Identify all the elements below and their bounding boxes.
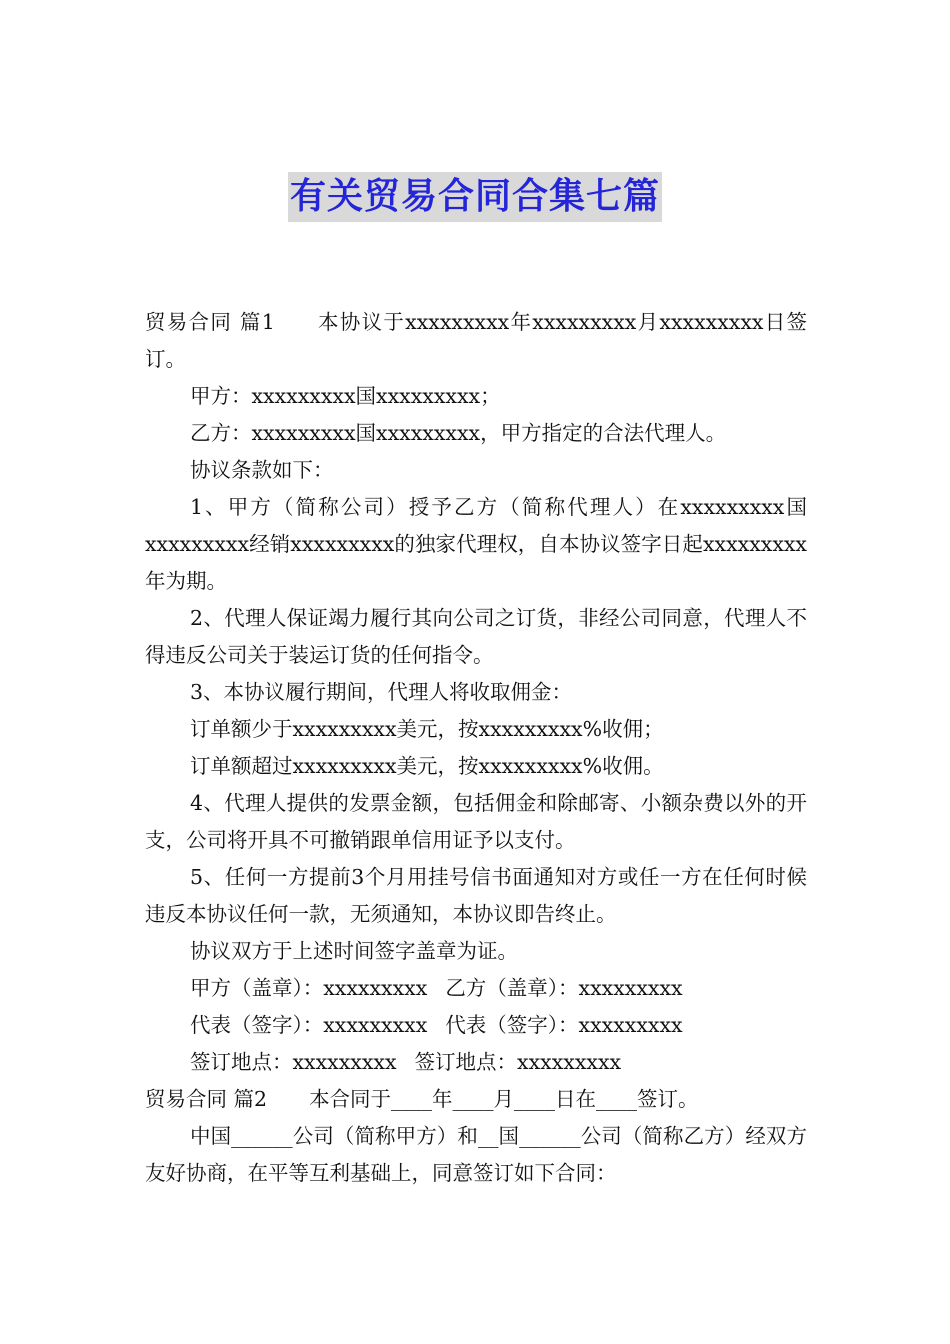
paragraph-6: 2、代理人保证竭力履行其向公司之订货，非经公司同意，代理人不得违反公司关于装运订货的任何指令。 (145, 606, 807, 667)
paragraph-16 (145, 1081, 807, 1118)
paragraph-8: 订单额少于xxxxxxxxx美元，按xxxxxxxxx%收佣； (190, 717, 664, 741)
party-a-location: 签订地点：xxxxxxxxx (190, 1050, 397, 1074)
party-a-seal: 甲方（盖章）：xxxxxxxxx (190, 976, 428, 1000)
party-b-seal: 乙方（盖章）：xxxxxxxxx (445, 976, 683, 1000)
party-a-representative: 代表（签字）：xxxxxxxxx (190, 1013, 428, 1037)
paragraph-4: 协议条款如下： (190, 458, 334, 482)
section-heading-2: 贸易合同 篇2 (145, 1087, 268, 1111)
section-heading-1: 贸易合同 篇1 (145, 310, 275, 334)
paragraph-9: 订单额超过xxxxxxxxx美元，按xxxxxxxxx%收佣。 (190, 754, 664, 778)
paragraph-17: 中国______公司（简称甲方）和__国______公司（简称乙方）经双方友好协商，在平等互利基础上，同意签订如下合同： (145, 1124, 807, 1185)
paragraph-10: 4、代理人提供的发票金额，包括佣金和除邮寄、小额杂费以外的开支，公司将开具不可撤销跟单信用证予以支付。 (145, 791, 807, 852)
paragraph-12: 协议双方于上述时间签字盖章为证。 (190, 939, 518, 963)
document-title: 有关贸易合同合集七篇 (288, 172, 662, 222)
party-b-representative: 代表（签字）：xxxxxxxxx (445, 1013, 683, 1037)
paragraph-2: 甲方：xxxxxxxxx国xxxxxxxxx； (190, 384, 501, 408)
paragraph-1 (145, 304, 807, 378)
document-body (145, 304, 807, 1192)
paragraph-3: 乙方：xxxxxxxxx国xxxxxxxxx，甲方指定的合法代理人。 (190, 421, 727, 445)
paragraph-11: 5、任何一方提前3个月用挂号信书面通知对方或任一方在任何时候违反本协议任何一款，无须通知，本协议即告终止。 (145, 865, 807, 926)
paragraph-text: 本协议于xxxxxxxxx年xxxxxxxxx月xxxxxxxxx日签订。 (145, 310, 807, 371)
signature-line-representative (145, 1007, 807, 1044)
signature-line-seal (145, 970, 807, 1007)
document-title-wrap (0, 172, 950, 222)
party-b-location: 签订地点：xxxxxxxxx (414, 1050, 622, 1074)
signature-line-location (145, 1044, 807, 1081)
paragraph-7: 3、本协议履行期间，代理人将收取佣金： (190, 680, 573, 704)
paragraph-5: 1、甲方（简称公司）授予乙方（简称代理人）在xxxxxxxxx国xxxxxxxxx经销xxxxxxxxx的独家代理权，自本协议签字日起xxxxxxxxx年为期。 (145, 495, 807, 593)
paragraph-text: 本合同于____年____月____日在____签订。 (309, 1087, 699, 1111)
